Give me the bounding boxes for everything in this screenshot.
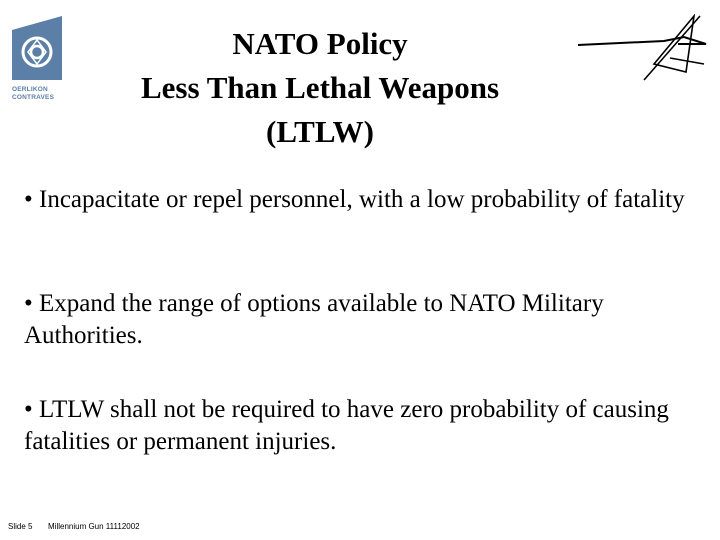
logo-emblem-icon: [10, 14, 66, 86]
footer-event: Millennium Gun 11112002: [48, 522, 140, 531]
company-logo: [10, 14, 66, 104]
arrow-mark-icon: [574, 14, 714, 89]
title-line1: NATO Policy: [232, 26, 408, 61]
slide-title: [100, 22, 540, 154]
bullet-expand-options: • Expand the range of options available to NATO Military Authorities.: [24, 290, 604, 349]
title-line3: (LTLW): [266, 114, 374, 149]
bullet-incapacitate: • Incapacitate or repel personnel, with a low probability of fatality: [24, 186, 685, 213]
logo-text-line1: OERLIKON: [12, 86, 48, 93]
logo-text: [12, 86, 72, 102]
logo-text-line2: CONTRAVES: [12, 94, 55, 101]
bullet-zero-probability: • LTLW shall not be required to have zero probability of causing fatalities or permanent injuries.: [24, 396, 669, 455]
footer-slide-number: Slide 5: [8, 522, 33, 531]
title-line2: Less Than Lethal Weapons: [140, 70, 500, 105]
